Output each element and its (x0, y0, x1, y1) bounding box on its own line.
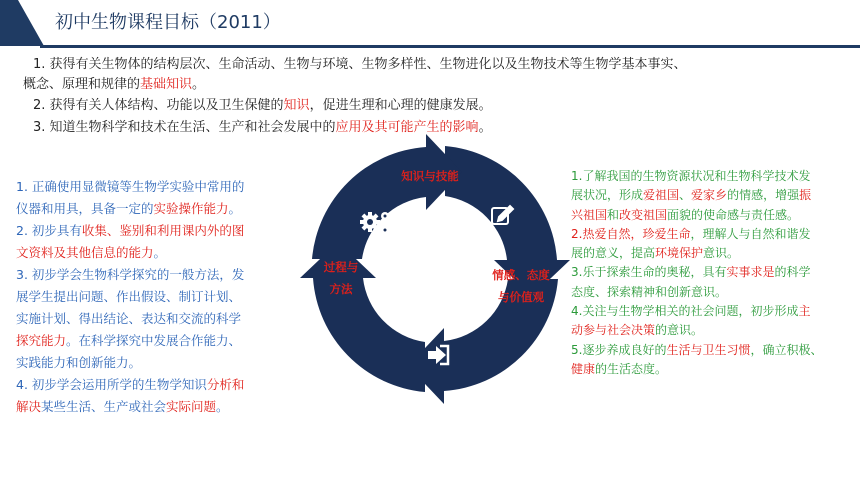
title-accent-shape (0, 0, 44, 46)
goal-3-highlight: 应用及其可能产生的影响 (335, 120, 479, 135)
goal-3: 3. 知道生物科学和技术在生活、生产和社会发展中的应用及其可能产生的影响。 (33, 120, 492, 135)
goal-2-highlight: 知识 (283, 98, 310, 113)
cycle-arc-top-left (312, 134, 462, 259)
goal-1-highlight: 基础知识 (140, 77, 193, 92)
cycle-label-process: 过程与 方法 (323, 260, 359, 296)
title-underline (40, 45, 860, 48)
process-method-text: 1. 正确使用显微镜等生物学实验中常用的 仪器和用具，具备一定的实验操作能力。 2. 初步具有收集、鉴别和利用课内外的图 文资料及其他信息的能力。 3. 初步学会生物科学探究的一般方法，发 展学生提出问题、作出假设、制订计划、 实施计划、得出结论、表达和交流的科学 探究能力。在科学探究中发展合作能力、 实践能力和创新能力。 4. 初步学会运用所学的生物学知识分析和 解决某些生活、生产或社会实际问题。 (16, 179, 245, 414)
page-title: 初中生物课程目标（2011） (55, 12, 281, 33)
goal-1-line-a: 1. 获得有关生物体的结构层次、生命活动、生物与环境、生物多样性、生物进化以及生物技术等生物学基本事实、 (33, 57, 687, 72)
cycle-label-attitude: 情感、态度 与价值观 (492, 268, 550, 304)
attitude-values-text: 1.了解我国的生物资源状况和生物科学技术发 展状况，形成爱祖国、爱家乡的情感，增强振 兴祖国和改变祖国面貌的使命感与责任感。 2.热爱自然，珍爱生命，理解人与自然和谐发 展的意义，提高环境保护意识。 3.乐于探索生命的奥秘，具有实事求是的科学 态度、探索精神和创新意识。 4.关注与生物学相关的社会问题，初步形成主 动参与社会决策的意识。 5.逐步养成良好的生活与卫生习惯，确立积极、 健康的生活态度。 (571, 169, 823, 376)
goal-1-line-b: 概念、原理和规律的基础知识。 (23, 77, 206, 92)
goal-2: 2. 获得有关人体结构、功能以及卫生保健的知识，促进生理和心理的健康发展。 (33, 98, 492, 113)
cycle-label-knowledge: 知识与技能 (401, 169, 459, 183)
